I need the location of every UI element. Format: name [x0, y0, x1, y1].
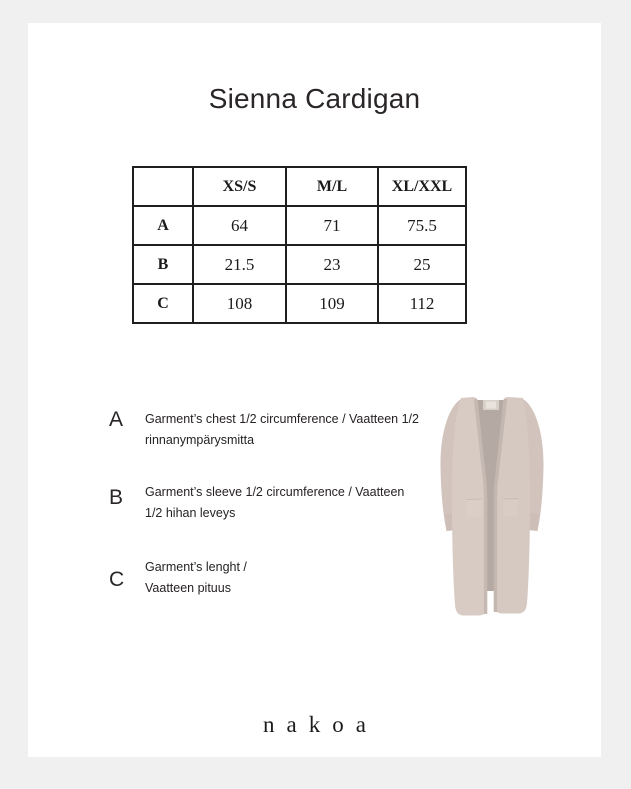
- measure-desc-c-line2: Vaatteen pituus: [145, 581, 231, 595]
- brand-logo: nakoa: [263, 712, 378, 737]
- value-b-xs-s: 21.5: [193, 245, 286, 284]
- measure-desc-c: [145, 557, 247, 599]
- measure-letter-b: B: [109, 486, 124, 509]
- size-table: [132, 166, 467, 324]
- measure-desc-a-line2: rinnanympärysmitta: [145, 433, 255, 447]
- measure-desc-c-line1: Garment’s lenght /: [145, 560, 247, 574]
- cardigan-photo: [433, 385, 553, 620]
- measure-letter-c: C: [109, 568, 125, 591]
- value-b-m-l: 23: [286, 245, 378, 284]
- value-b-xl-xxl: 25: [378, 245, 466, 284]
- value-a-m-l: 71: [286, 206, 378, 245]
- value-c-m-l: 109: [286, 284, 378, 323]
- row-label-c: C: [133, 284, 193, 323]
- measure-desc-b-line1: Garment’s sleeve 1/2 circumference / Vaatteen: [145, 485, 405, 499]
- size-table-header-row: [133, 167, 466, 206]
- column-header-m-l: M/L: [286, 167, 378, 206]
- column-header-xs-s: XS/S: [193, 167, 286, 206]
- page-title: Sienna Cardigan: [208, 83, 421, 114]
- size-chart-page: [28, 23, 601, 757]
- table-row-c: [133, 284, 466, 323]
- measure-desc-a: [145, 409, 419, 451]
- value-c-xl-xxl: 112: [378, 284, 466, 323]
- value-a-xl-xxl: 75.5: [378, 206, 466, 245]
- row-label-b: B: [133, 245, 193, 284]
- table-row-b: [133, 245, 466, 284]
- corner-cell: [133, 167, 193, 206]
- value-c-xs-s: 108: [193, 284, 286, 323]
- measure-desc-b: [145, 482, 404, 524]
- measure-letter-a: A: [109, 408, 124, 431]
- measure-desc-b-line2: 1/2 hihan leveys: [145, 506, 236, 520]
- row-label-a: A: [133, 206, 193, 245]
- column-header-xl-xxl: XL/XXL: [378, 167, 466, 206]
- table-row-a: [133, 206, 466, 245]
- measure-desc-a-line1: Garment’s chest 1/2 circumference / Vaatteen 1/2: [145, 412, 419, 426]
- value-a-xs-s: 64: [193, 206, 286, 245]
